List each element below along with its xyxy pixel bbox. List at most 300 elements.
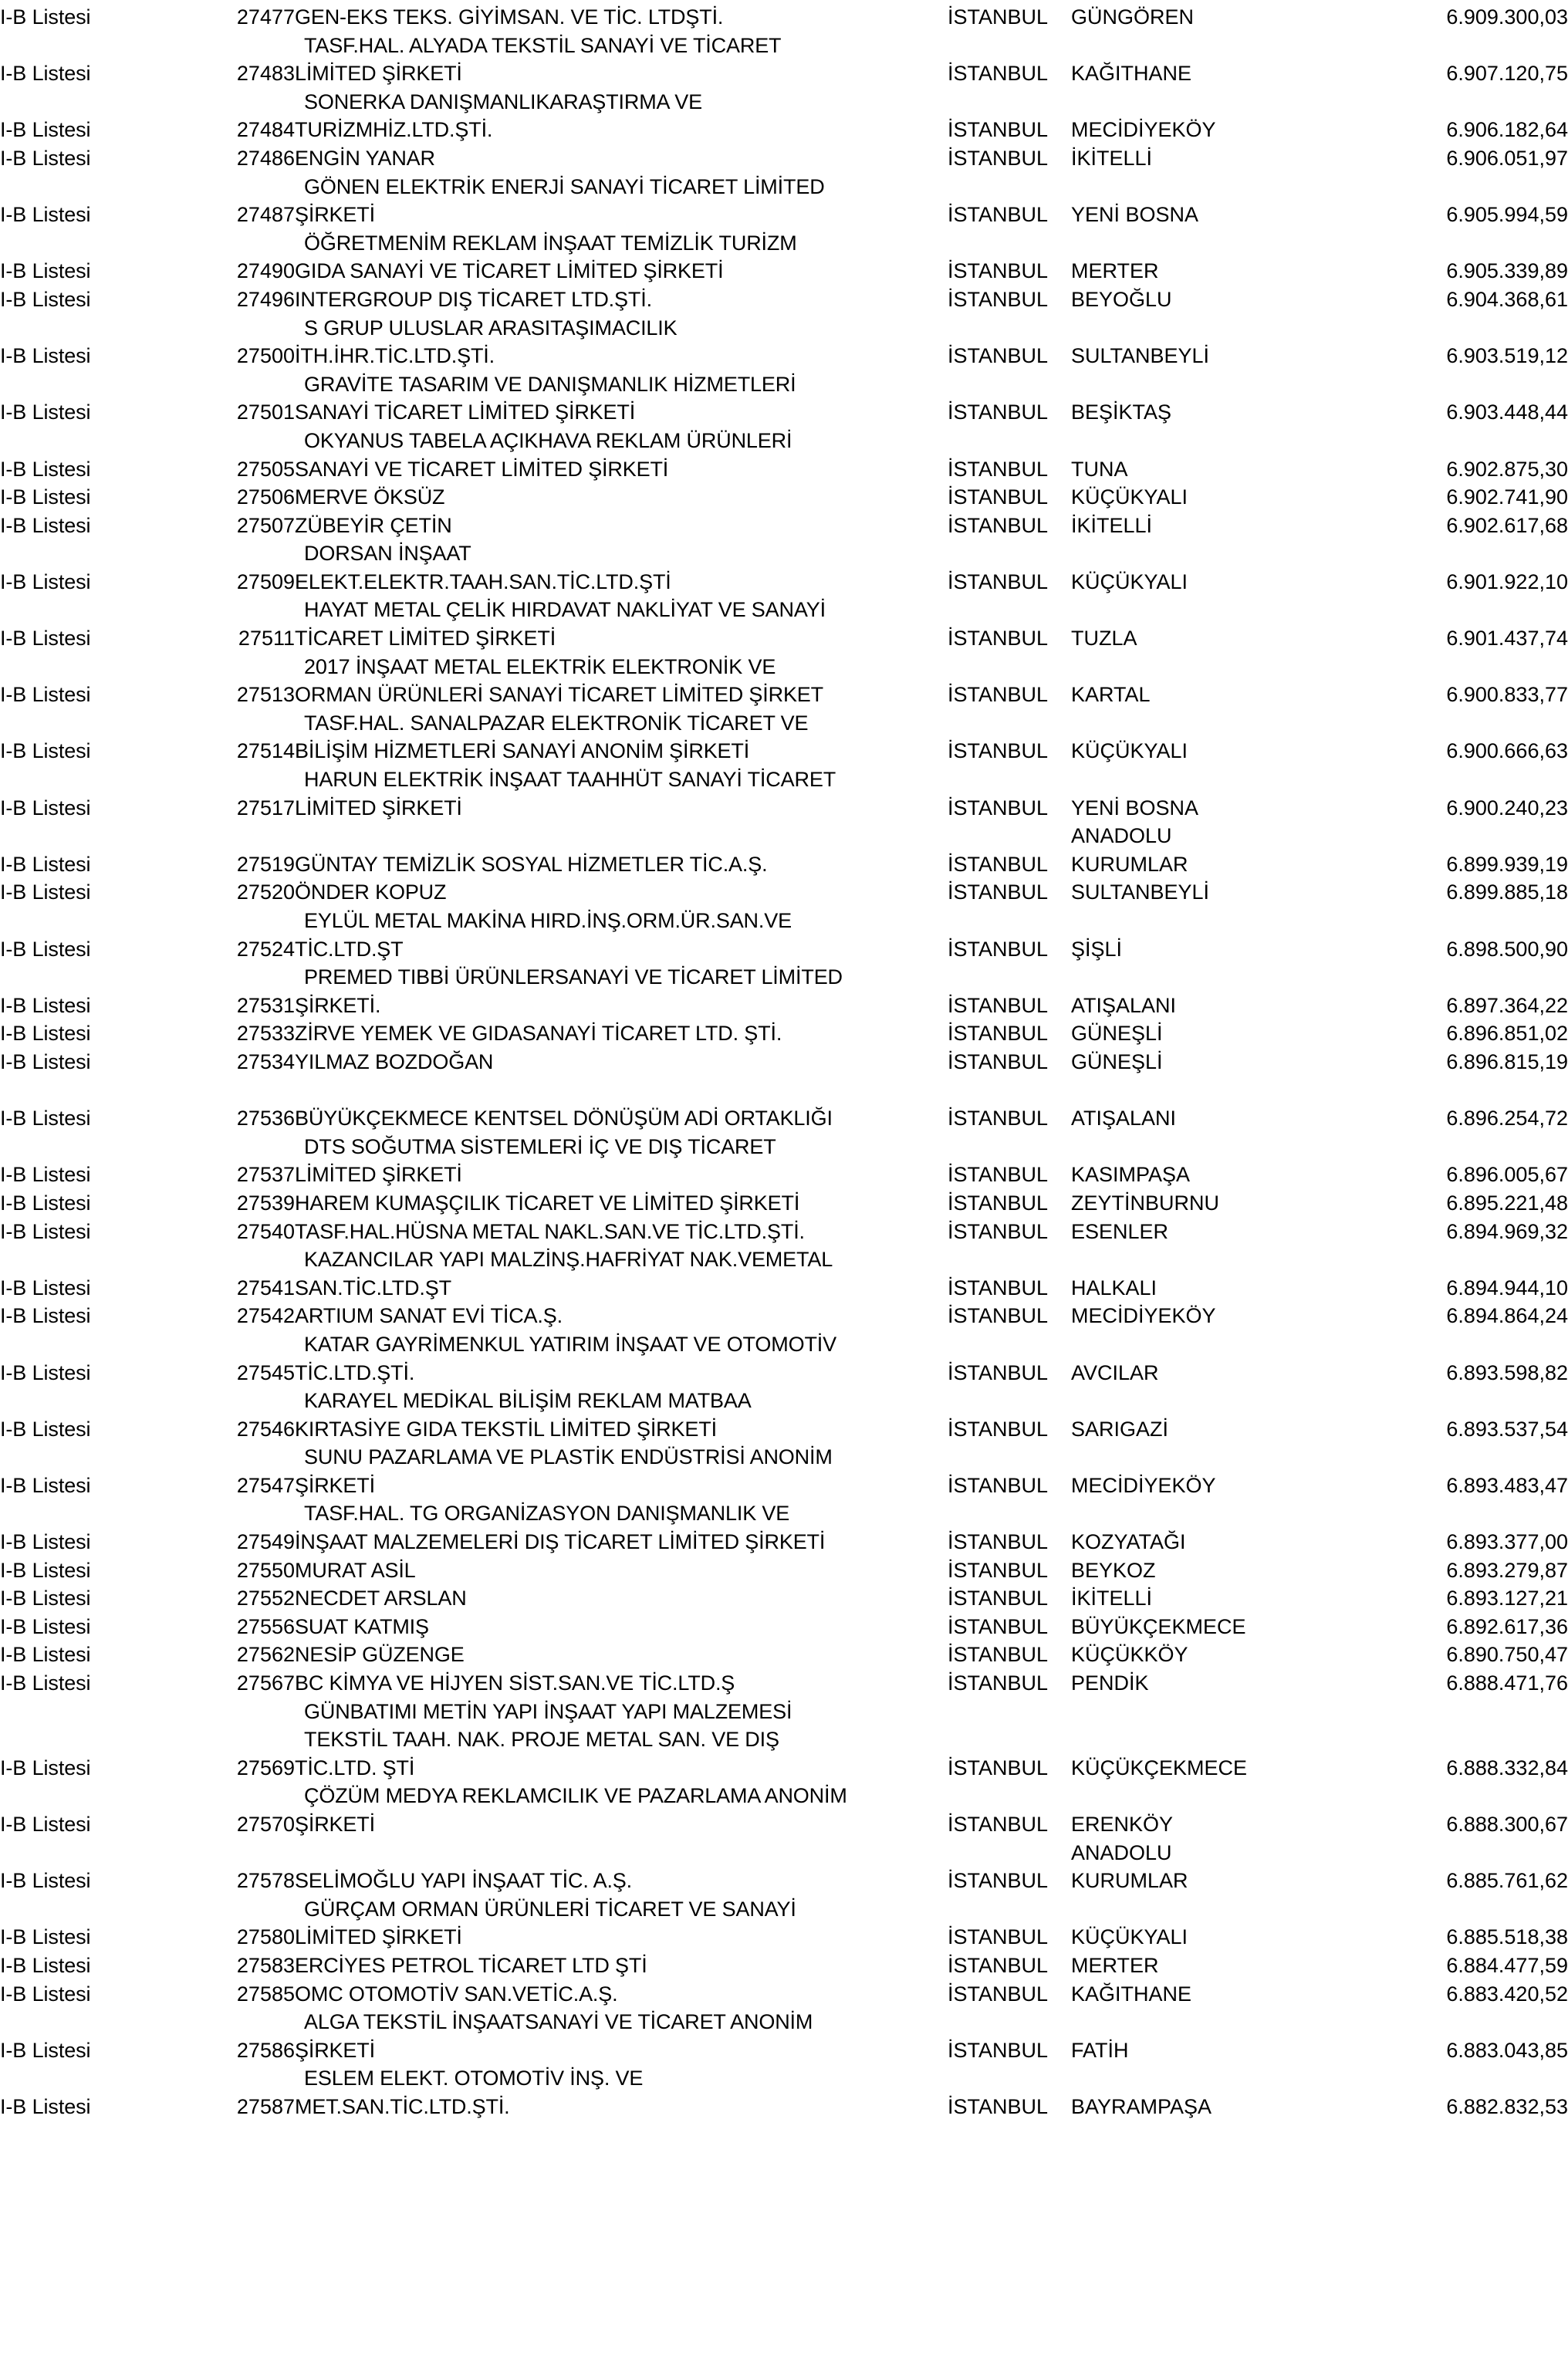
- company-name-cell: NESİP GÜZENGE: [295, 1643, 465, 1667]
- amount-cell: 6.907.120,75: [1446, 62, 1568, 86]
- amount-cell: 6.885.518,38: [1446, 1925, 1568, 1949]
- list-label-cell: I-B Listesi: [0, 400, 91, 424]
- amount-cell: 6.901.437,74: [1446, 627, 1568, 651]
- sequence-number-cell: [202, 2064, 295, 2093]
- tax-office-cell: MERTER: [1071, 1953, 1159, 1977]
- sequence-number-cell: 27500: [236, 344, 295, 368]
- sequence-number-cell: 27541: [236, 1276, 295, 1299]
- city-cell: İSTANBUL: [948, 1473, 1049, 1497]
- tax-office-cell: PENDİK: [1071, 1671, 1149, 1695]
- list-label-cell: [0, 1133, 202, 1161]
- sequence-number-cell: [202, 1782, 295, 1810]
- amount-cell: 6.906.182,64: [1446, 118, 1568, 142]
- table-row: [0, 286, 1568, 314]
- list-label-cell: [0, 1443, 202, 1472]
- sequence-number-cell: 27587: [236, 2094, 295, 2118]
- tax-office-cell: BEYKOZ: [1071, 1558, 1156, 1582]
- amount-cell: 6.900.666,63: [1446, 739, 1568, 763]
- company-name-cell: BÜYÜKÇEKMECE KENTSEL DÖNÜŞÜM ADİ ORTAKLIĞI: [295, 1107, 833, 1130]
- city-cell: İSTANBUL: [948, 1671, 1049, 1695]
- amount-cell: 6.897.364,22: [1446, 993, 1568, 1017]
- city-cell: [948, 88, 1071, 117]
- city-cell: İSTANBUL: [948, 400, 1049, 424]
- tax-office-cell: [1071, 539, 1296, 568]
- company-name-cell: DORSAN İNŞAAT: [304, 542, 471, 566]
- table-row: [0, 737, 1568, 765]
- list-label-cell: [0, 32, 202, 60]
- company-name-cell: SUNU PAZARLAMA VE PLASTİK ENDÜSTRİSİ ANONİM: [304, 1445, 833, 1469]
- table-row: [0, 1952, 1568, 1980]
- amount-cell: 6.894.864,24: [1446, 1304, 1568, 1328]
- amount-cell: 6.905.339,89: [1446, 259, 1568, 283]
- table-row-continuation: [0, 765, 1568, 794]
- list-label-cell: [0, 709, 202, 738]
- table-row-continuation: [0, 539, 1568, 568]
- list-label-cell: I-B Listesi: [0, 1869, 91, 1893]
- company-name-cell: KATAR GAYRİMENKUL YATIRIM İNŞAAT VE OTOMOTİV: [304, 1332, 837, 1356]
- table-row-continuation: [0, 2008, 1568, 2036]
- list-label-cell: I-B Listesi: [0, 287, 91, 311]
- sequence-number-cell: 27547: [236, 1473, 295, 1497]
- table-row-continuation: [0, 1895, 1568, 1924]
- sequence-number-cell: 27506: [236, 485, 295, 509]
- tax-office-cell: [1071, 88, 1296, 117]
- city-cell: İSTANBUL: [948, 1360, 1049, 1384]
- company-name-cell: ŞİRKETİ: [295, 203, 375, 227]
- city-cell: [948, 2064, 1071, 2093]
- amount-cell: [1296, 32, 1568, 60]
- amount-cell: 6.893.483,47: [1446, 1473, 1568, 1497]
- table-row-continuation: [0, 1443, 1568, 1472]
- tax-office-cell: ZEYTİNBURNU: [1071, 1191, 1220, 1215]
- table-row-continuation: [0, 88, 1568, 117]
- list-label-cell: [0, 907, 202, 935]
- company-name-cell: ŞİRKETİ: [295, 1813, 375, 1836]
- list-label-cell: [0, 370, 202, 399]
- amount-cell: 6.896.254,72: [1446, 1107, 1568, 1130]
- tax-office-cell: [1071, 1330, 1296, 1359]
- amount-cell: 6.885.761,62: [1446, 1869, 1568, 1893]
- company-name-cell: ÖNDER KOPUZ: [295, 880, 447, 904]
- company-name-cell: TASF.HAL. SANALPAZAR ELEKTRONİK TİCARET VE: [304, 711, 809, 735]
- amount-cell: 6.909.300,03: [1446, 5, 1568, 29]
- list-label-cell: [0, 963, 202, 992]
- company-name-cell: GÜNTAY TEMİZLİK SOSYAL HİZMETLER TİC.A.Ş.: [295, 852, 768, 876]
- amount-cell: 6.905.994,59: [1446, 203, 1568, 227]
- amount-cell: 6.882.832,53: [1446, 2094, 1568, 2118]
- company-name-cell: KAZANCILAR YAPI MALZİNŞ.HAFRİYAT NAK.VEMETAL: [304, 1248, 833, 1272]
- table-row-continuation: [0, 32, 1568, 60]
- city-cell: İSTANBUL: [948, 683, 1049, 707]
- city-cell: İSTANBUL: [948, 627, 1049, 651]
- city-cell: İSTANBUL: [948, 1813, 1049, 1836]
- tax-office-cell: [1071, 1387, 1296, 1415]
- list-label-cell: I-B Listesi: [0, 937, 91, 961]
- amount-cell: 6.888.300,67: [1446, 1813, 1568, 1836]
- tax-office-cell: [1071, 1499, 1296, 1528]
- amount-cell: 6.900.833,77: [1446, 683, 1568, 707]
- city-cell: [948, 653, 1071, 681]
- list-label-cell: I-B Listesi: [0, 1417, 91, 1441]
- sequence-number-cell: 27517: [236, 796, 295, 820]
- table-row: [0, 568, 1568, 597]
- amount-cell: 6.883.043,85: [1446, 2038, 1568, 2062]
- city-cell: İSTANBUL: [948, 62, 1049, 86]
- city-cell: İSTANBUL: [948, 344, 1049, 368]
- tax-office-cell: KÜÇÜKYALI: [1071, 569, 1188, 593]
- table-row: [0, 1472, 1568, 1500]
- list-label-cell: I-B Listesi: [0, 1304, 91, 1328]
- company-name-cell: MURAT ASİL: [295, 1558, 416, 1582]
- sequence-number-cell: 27519: [236, 852, 295, 876]
- city-cell: [948, 370, 1071, 399]
- amount-cell: [1296, 1387, 1568, 1415]
- tax-office-cell: MECİDİYEKÖY: [1071, 1304, 1216, 1328]
- table-row: [0, 1669, 1568, 1698]
- tax-office-cell: KÜÇÜKYALI: [1071, 1925, 1188, 1949]
- amount-cell: [1296, 1133, 1568, 1161]
- city-cell: İSTANBUL: [948, 1643, 1049, 1667]
- city-cell: [948, 1387, 1071, 1415]
- table-row-continuation: [0, 709, 1568, 738]
- city-cell: İSTANBUL: [948, 1869, 1049, 1893]
- table-spacer-row: [0, 1076, 1568, 1105]
- company-name-cell: TASF.HAL. TG ORGANİZASYON DANIŞMANLIK VE: [304, 1502, 790, 1526]
- city-cell: İSTANBUL: [948, 937, 1049, 961]
- company-name-cell: [295, 1839, 948, 1867]
- table-row-continuation: [0, 229, 1568, 258]
- table-row: [0, 1189, 1568, 1218]
- list-label-cell: [0, 1387, 202, 1415]
- tax-office-cell: [1071, 1782, 1296, 1810]
- table-row: [0, 1302, 1568, 1330]
- company-name-cell: TİCARET LİMİTED ŞİRKETİ: [295, 627, 556, 651]
- list-label-cell: I-B Listesi: [0, 852, 91, 876]
- company-name-cell: TİC.LTD.ŞTİ.: [295, 1360, 415, 1384]
- list-label-cell: I-B Listesi: [0, 513, 91, 537]
- table-row: [0, 1923, 1568, 1952]
- sequence-number-cell: [202, 1499, 295, 1528]
- list-label-cell: [0, 1698, 202, 1726]
- tax-office-cell: ŞİŞLİ: [1071, 937, 1123, 961]
- table-row: [0, 1048, 1568, 1076]
- city-cell: [948, 1895, 1071, 1924]
- tax-office-cell: [1071, 173, 1296, 201]
- company-name-cell: ŞİRKETİ: [295, 2038, 375, 2062]
- sequence-number-cell: [202, 1839, 295, 1867]
- sequence-number-cell: [202, 1725, 295, 1754]
- company-name-cell: ŞİRKETİ.: [295, 993, 381, 1017]
- tax-office-cell: [1071, 709, 1296, 738]
- list-label-cell: [0, 1725, 202, 1754]
- tax-office-cell: [1071, 653, 1296, 681]
- table-row-continuation: [0, 1839, 1568, 1867]
- company-name-cell: TİC.LTD.ŞT: [295, 937, 404, 961]
- table-row-continuation: [0, 370, 1568, 399]
- list-label-cell: I-B Listesi: [0, 993, 91, 1017]
- city-cell: [948, 709, 1071, 738]
- tax-office-cell: SULTANBEYLİ: [1071, 344, 1210, 368]
- amount-cell: 6.888.471,76: [1446, 1671, 1568, 1695]
- city-cell: [948, 1839, 1071, 1867]
- sequence-number-cell: [202, 88, 295, 117]
- amount-cell: [1296, 1330, 1568, 1359]
- amount-cell: [1296, 709, 1568, 738]
- city-cell: [948, 173, 1071, 201]
- table-row: [0, 257, 1568, 286]
- tax-office-cell: KURUMLAR: [1071, 1869, 1188, 1893]
- list-label-cell: I-B Listesi: [0, 1276, 91, 1299]
- sequence-number-cell: [202, 1387, 295, 1415]
- company-name-cell: S GRUP ULUSLAR ARASITAŞIMACILIK: [304, 316, 678, 340]
- table-row-continuation: [0, 596, 1568, 624]
- tax-office-cell: KÜÇÜKKÖY: [1071, 1643, 1188, 1667]
- table-row-continuation: [0, 427, 1568, 455]
- city-cell: İSTANBUL: [948, 1163, 1049, 1187]
- amount-cell: 6.893.127,21: [1446, 1587, 1568, 1610]
- city-cell: [948, 963, 1071, 992]
- list-label-cell: [0, 229, 202, 258]
- table-row: [0, 455, 1568, 484]
- amount-cell: [1296, 314, 1568, 343]
- table-row: [0, 1980, 1568, 2009]
- company-name-cell: ÖĞRETMENİM REKLAM İNŞAAT TEMİZLİK TURİZM: [304, 231, 797, 255]
- list-label-cell: I-B Listesi: [0, 739, 91, 763]
- debtor-list-table: [0, 3, 1568, 2121]
- amount-cell: [1296, 653, 1568, 681]
- sequence-number-cell: 27570: [236, 1813, 295, 1836]
- amount-cell: 6.902.617,68: [1446, 513, 1568, 537]
- list-label-cell: [0, 1782, 202, 1810]
- table-row-continuation: [0, 653, 1568, 681]
- company-name-cell: BİLİŞİM HİZMETLERİ SANAYİ ANONİM ŞİRKETİ: [295, 739, 750, 763]
- list-label-cell: I-B Listesi: [0, 880, 91, 904]
- sequence-number-cell: 27567: [236, 1671, 295, 1695]
- table-row-continuation: [0, 173, 1568, 201]
- amount-cell: [1296, 427, 1568, 455]
- list-label-cell: I-B Listesi: [0, 1558, 91, 1582]
- table-row: [0, 1218, 1568, 1246]
- amount-cell: [1296, 1782, 1568, 1810]
- sequence-number-cell: [202, 539, 295, 568]
- sequence-number-cell: 27487: [236, 203, 295, 227]
- city-cell: İSTANBUL: [948, 118, 1049, 142]
- tax-office-cell: SARIGAZİ: [1071, 1417, 1169, 1441]
- amount-cell: [1296, 2008, 1568, 2036]
- city-cell: İSTANBUL: [948, 739, 1049, 763]
- tax-office-cell: İKİTELLİ: [1071, 146, 1153, 170]
- sequence-number-cell: 27542: [236, 1304, 295, 1328]
- list-label-cell: I-B Listesi: [0, 1530, 91, 1554]
- list-label-cell: I-B Listesi: [0, 485, 91, 509]
- sequence-number-cell: 27509: [236, 569, 295, 593]
- sequence-number-cell: [202, 1330, 295, 1359]
- company-name-cell: BC KİMYA VE HİJYEN SİST.SAN.VE TİC.LTD.Ş: [295, 1671, 735, 1695]
- tax-office-cell: FATİH: [1071, 2038, 1129, 2062]
- list-label-cell: I-B Listesi: [0, 457, 91, 481]
- tax-office-cell: [1071, 32, 1296, 60]
- list-label-cell: [0, 765, 202, 794]
- company-name-cell: MET.SAN.TİC.LTD.ŞTİ.: [295, 2094, 510, 2118]
- amount-cell: 6.902.741,90: [1446, 485, 1568, 509]
- amount-cell: [1296, 1499, 1568, 1528]
- table-row: [0, 2093, 1568, 2121]
- list-label-cell: I-B Listesi: [0, 1022, 91, 1046]
- table-row: [0, 2036, 1568, 2065]
- tax-office-cell: İKİTELLİ: [1071, 1587, 1153, 1610]
- sequence-number-cell: 27549: [236, 1530, 295, 1554]
- table-row: [0, 342, 1568, 370]
- city-cell: [948, 1133, 1071, 1161]
- company-name-cell: [295, 822, 948, 850]
- tax-office-cell: KÜÇÜKYALI: [1071, 739, 1188, 763]
- company-name-cell: ÇÖZÜM MEDYA REKLAMCILIK VE PAZARLAMA ANONİM: [304, 1784, 847, 1808]
- list-label-cell: I-B Listesi: [0, 118, 91, 142]
- table-row: [0, 1867, 1568, 1895]
- tax-office-cell: KARTAL: [1071, 683, 1151, 707]
- company-name-cell: ALGA TEKSTİL İNŞAATSANAYİ VE TİCARET ANONİM: [304, 2010, 813, 2034]
- amount-cell: 6.906.051,97: [1446, 146, 1568, 170]
- company-name-cell: KIRTASİYE GIDA TEKSTİL LİMİTED ŞİRKETİ: [295, 1417, 717, 1441]
- tax-office-cell: [1071, 229, 1296, 258]
- table-row: [0, 850, 1568, 879]
- amount-cell: 6.890.750,47: [1446, 1643, 1568, 1667]
- amount-cell: [1296, 1725, 1568, 1754]
- city-cell: [948, 1725, 1071, 1754]
- sequence-number-cell: 27552: [236, 1587, 295, 1610]
- table-row-continuation: [0, 1330, 1568, 1359]
- amount-cell: [1296, 1245, 1568, 1274]
- sequence-number-cell: [202, 427, 295, 455]
- tax-office-cell: [1071, 1725, 1296, 1754]
- tax-office-cell: [1071, 1443, 1296, 1472]
- city-cell: [948, 427, 1071, 455]
- list-label-cell: I-B Listesi: [0, 1191, 91, 1215]
- city-cell: İSTANBUL: [948, 1614, 1049, 1638]
- company-name-cell: HAYAT METAL ÇELİK HIRDAVAT NAKLİYAT VE SANAYİ: [304, 598, 826, 622]
- company-name-cell: YILMAZ BOZDOĞAN: [295, 1049, 494, 1073]
- city-cell: İSTANBUL: [948, 852, 1049, 876]
- company-name-cell: KARAYEL MEDİKAL BİLİŞİM REKLAM MATBAA: [304, 1389, 752, 1413]
- amount-cell: 6.892.617,36: [1446, 1614, 1568, 1638]
- tax-office-cell: BEYOĞLU: [1071, 287, 1172, 311]
- city-cell: İSTANBUL: [948, 1049, 1049, 1073]
- sequence-number-cell: 27520: [236, 880, 295, 904]
- company-name-cell: SANAYİ VE TİCARET LİMİTED ŞİRKETİ: [295, 457, 669, 481]
- city-cell: İSTANBUL: [948, 146, 1049, 170]
- tax-office-cell: KÜÇÜKÇEKMECE: [1071, 1756, 1248, 1779]
- company-name-cell: LİMİTED ŞİRKETİ: [295, 796, 462, 820]
- sequence-number-cell: [202, 173, 295, 201]
- city-cell: [948, 907, 1071, 935]
- amount-cell: 6.904.368,61: [1446, 287, 1568, 311]
- list-label-cell: I-B Listesi: [0, 1925, 91, 1949]
- sequence-number-cell: 27505: [236, 457, 295, 481]
- list-label-cell: I-B Listesi: [0, 1107, 91, 1130]
- list-label-cell: I-B Listesi: [0, 1953, 91, 1977]
- table-row: [0, 992, 1568, 1020]
- tax-office-cell: ATIŞALANI: [1071, 993, 1177, 1017]
- city-cell: İSTANBUL: [948, 880, 1049, 904]
- tax-office-cell: [1071, 596, 1296, 624]
- company-name-cell: GÜNBATIMI METİN YAPI İNŞAAT YAPI MALZEMESİ: [304, 1699, 792, 1723]
- table-row: [0, 398, 1568, 427]
- company-name-cell: EYLÜL METAL MAKİNA HIRD.İNŞ.ORM.ÜR.SAN.VE: [304, 909, 792, 932]
- amount-cell: [1296, 1895, 1568, 1924]
- company-name-cell: OMC OTOMOTİV SAN.VETİC.A.Ş.: [295, 1982, 618, 2006]
- company-name-cell: SONERKA DANIŞMANLIKARAŞTIRMA VE: [304, 90, 702, 113]
- list-label-cell: I-B Listesi: [0, 1643, 91, 1667]
- tax-office-cell: AVCILAR: [1071, 1360, 1159, 1384]
- city-cell: İSTANBUL: [948, 1953, 1049, 1977]
- amount-cell: [1296, 88, 1568, 117]
- company-name-cell: LİMİTED ŞİRKETİ: [295, 62, 462, 86]
- tax-office-cell: [1071, 1133, 1296, 1161]
- city-cell: İSTANBUL: [948, 1587, 1049, 1610]
- tax-office-cell: İKİTELLİ: [1071, 513, 1153, 537]
- tax-office-cell: MECİDİYEKÖY: [1071, 118, 1216, 142]
- city-cell: [948, 1698, 1071, 1726]
- table-row: [0, 624, 1568, 653]
- tax-office-cell: [1071, 2008, 1296, 2036]
- city-cell: [948, 229, 1071, 258]
- city-cell: İSTANBUL: [948, 513, 1049, 537]
- sequence-number-cell: 27569: [236, 1756, 295, 1779]
- company-name-cell: LİMİTED ŞİRKETİ: [295, 1163, 462, 1187]
- tax-office-cell: MECİDİYEKÖY: [1071, 1473, 1216, 1497]
- table-row: [0, 1613, 1568, 1641]
- city-cell: İSTANBUL: [948, 203, 1049, 227]
- list-label-cell: I-B Listesi: [0, 5, 91, 29]
- table-row-continuation: [0, 1499, 1568, 1528]
- sequence-number-cell: [202, 1895, 295, 1924]
- sequence-number-cell: 27513: [236, 683, 295, 707]
- amount-cell: 6.898.500,90: [1446, 937, 1568, 961]
- list-label-cell: I-B Listesi: [0, 1219, 91, 1243]
- sequence-number-cell: 27556: [236, 1614, 295, 1638]
- amount-cell: 6.903.448,44: [1446, 400, 1568, 424]
- table-row: [0, 1810, 1568, 1839]
- city-cell: İSTANBUL: [948, 1558, 1049, 1582]
- tax-office-cell: BAYRAMPAŞA: [1071, 2094, 1212, 2118]
- amount-cell: [1296, 1443, 1568, 1472]
- table-row: [0, 512, 1568, 540]
- company-name-cell: SUAT KATMIŞ: [295, 1614, 429, 1638]
- tax-office-cell: ANADOLU: [1071, 1840, 1172, 1864]
- list-label-cell: [0, 1245, 202, 1274]
- company-name-cell: ENGİN YANAR: [295, 146, 435, 170]
- table-row: [0, 878, 1568, 907]
- sequence-number-cell: 27534: [236, 1049, 295, 1073]
- tax-office-cell: [1071, 963, 1296, 992]
- table-row-continuation: [0, 822, 1568, 850]
- tax-office-cell: KURUMLAR: [1071, 852, 1188, 876]
- tax-office-cell: TUZLA: [1071, 627, 1137, 651]
- tax-office-cell: GÜNEŞLİ: [1071, 1022, 1163, 1046]
- list-label-cell: [0, 822, 202, 850]
- company-name-cell: İNŞAAT MALZEMELERİ DIŞ TİCARET LİMİTED ŞİRKETİ: [295, 1530, 826, 1554]
- company-name-cell: LİMİTED ŞİRKETİ: [295, 1925, 462, 1949]
- sequence-number-cell: 27545: [236, 1360, 295, 1384]
- city-cell: İSTANBUL: [948, 569, 1049, 593]
- sequence-number-cell: [202, 1698, 295, 1726]
- company-name-cell: İTH.İHR.TİC.LTD.ŞTİ.: [295, 344, 495, 368]
- table-row: [0, 1359, 1568, 1387]
- city-cell: İSTANBUL: [948, 1276, 1049, 1299]
- company-name-cell: 2017 İNŞAAT METAL ELEKTRİK ELEKTRONİK VE: [304, 654, 776, 678]
- company-name-cell: ARTIUM SANAT EVİ TİCA.Ş.: [295, 1304, 563, 1328]
- city-cell: İSTANBUL: [948, 1304, 1049, 1328]
